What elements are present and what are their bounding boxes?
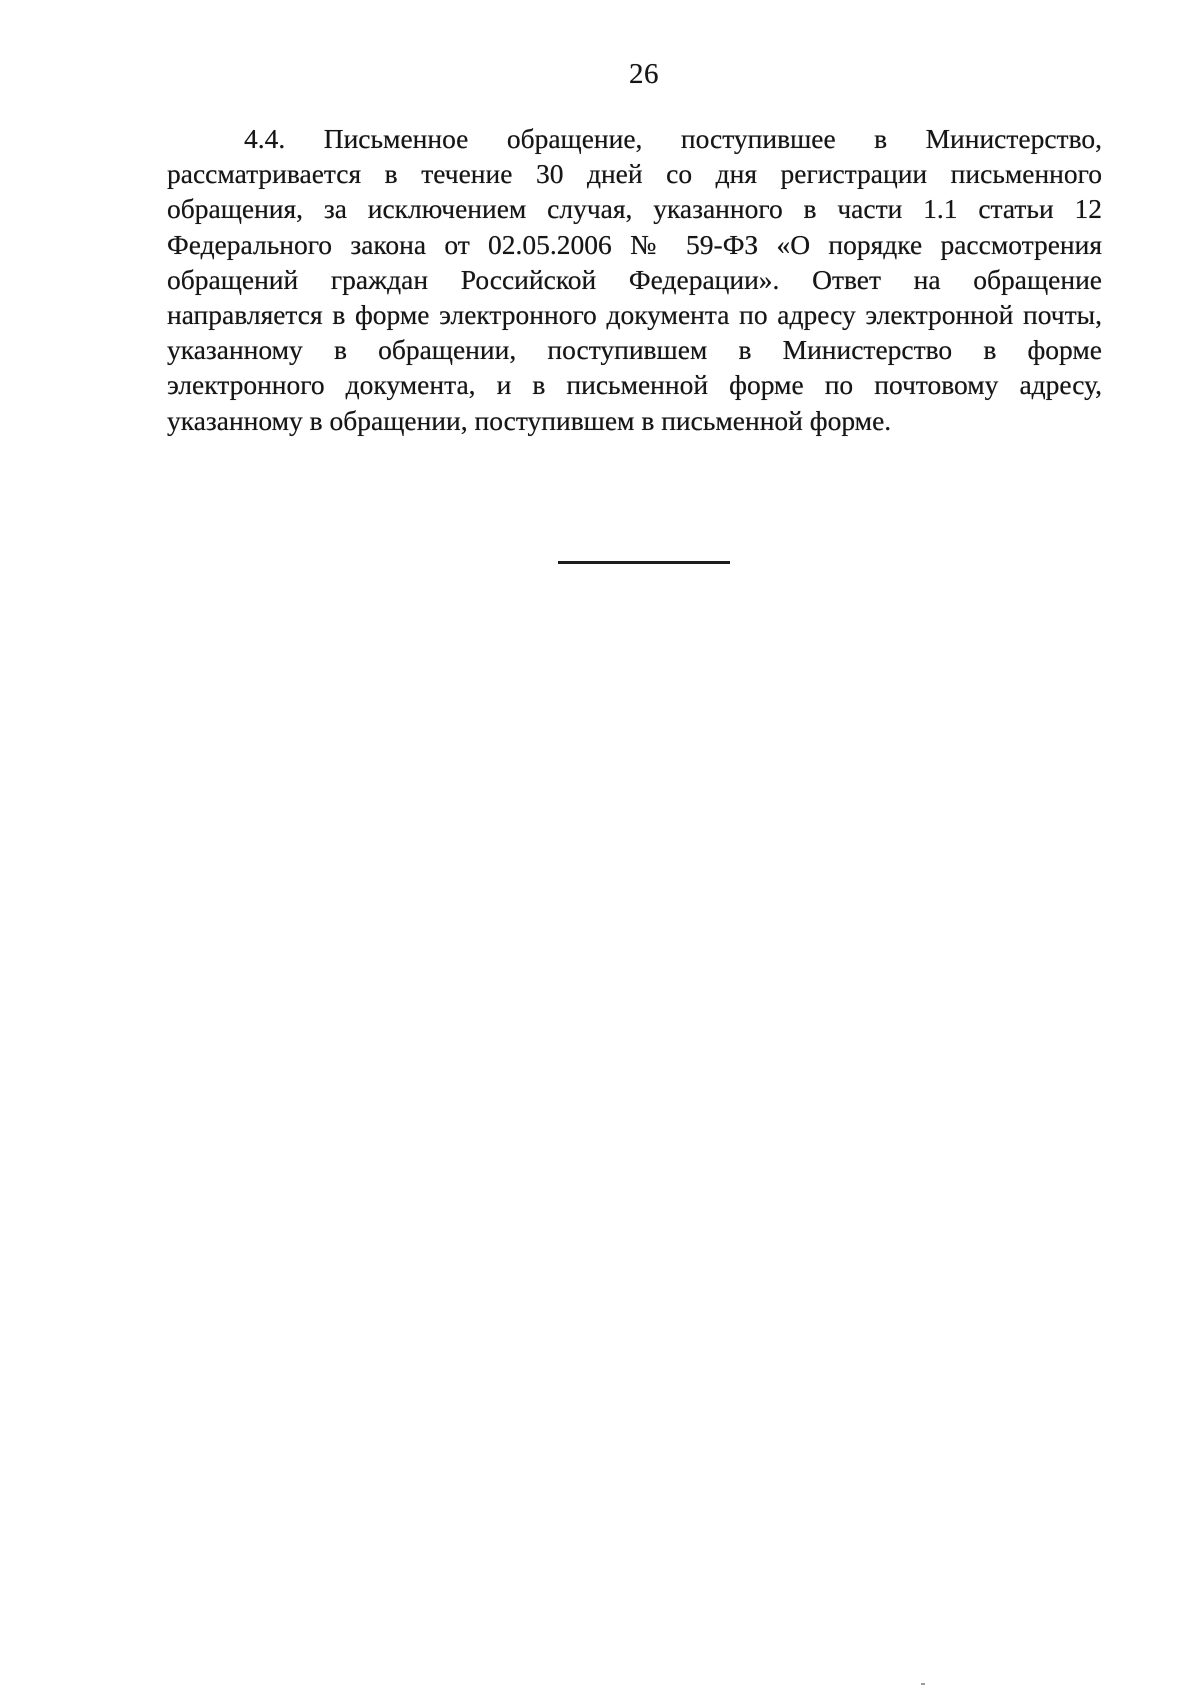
- paragraph-line: 4.4. Письменное обращение, поступившее в Министерство,: [244, 123, 1102, 154]
- paragraph-4-4: [167, 121, 1102, 438]
- paragraph-line: обращений граждан Российской Федерации». Ответ на обращение: [167, 263, 1102, 295]
- page-number: 26: [629, 58, 659, 90]
- paragraph-line: электронного документа, и в письменной форме по почтовому адресу,: [167, 369, 1102, 401]
- scan-artifact-dot: [921, 1683, 925, 1685]
- paragraph-line: Федерального закона от 02.05.2006 № 59-ФЗ «О порядке рассмотрения: [167, 228, 1102, 260]
- paragraph-line: обращения, за исключением случая, указанного в части 1.1 статьи 12: [167, 193, 1102, 225]
- paragraph-line: указанному в обращении, поступившем в письменной форме.: [167, 404, 892, 436]
- paragraph-line: направляется в форме электронного документа по адресу электронной почты,: [167, 299, 1102, 331]
- paragraph-line: рассматривается в течение 30 дней со дня регистрации письменного: [167, 158, 1102, 190]
- paragraph-line: указанному в обращении, поступившем в Министерство в форме: [167, 334, 1102, 366]
- section-divider: [558, 561, 730, 564]
